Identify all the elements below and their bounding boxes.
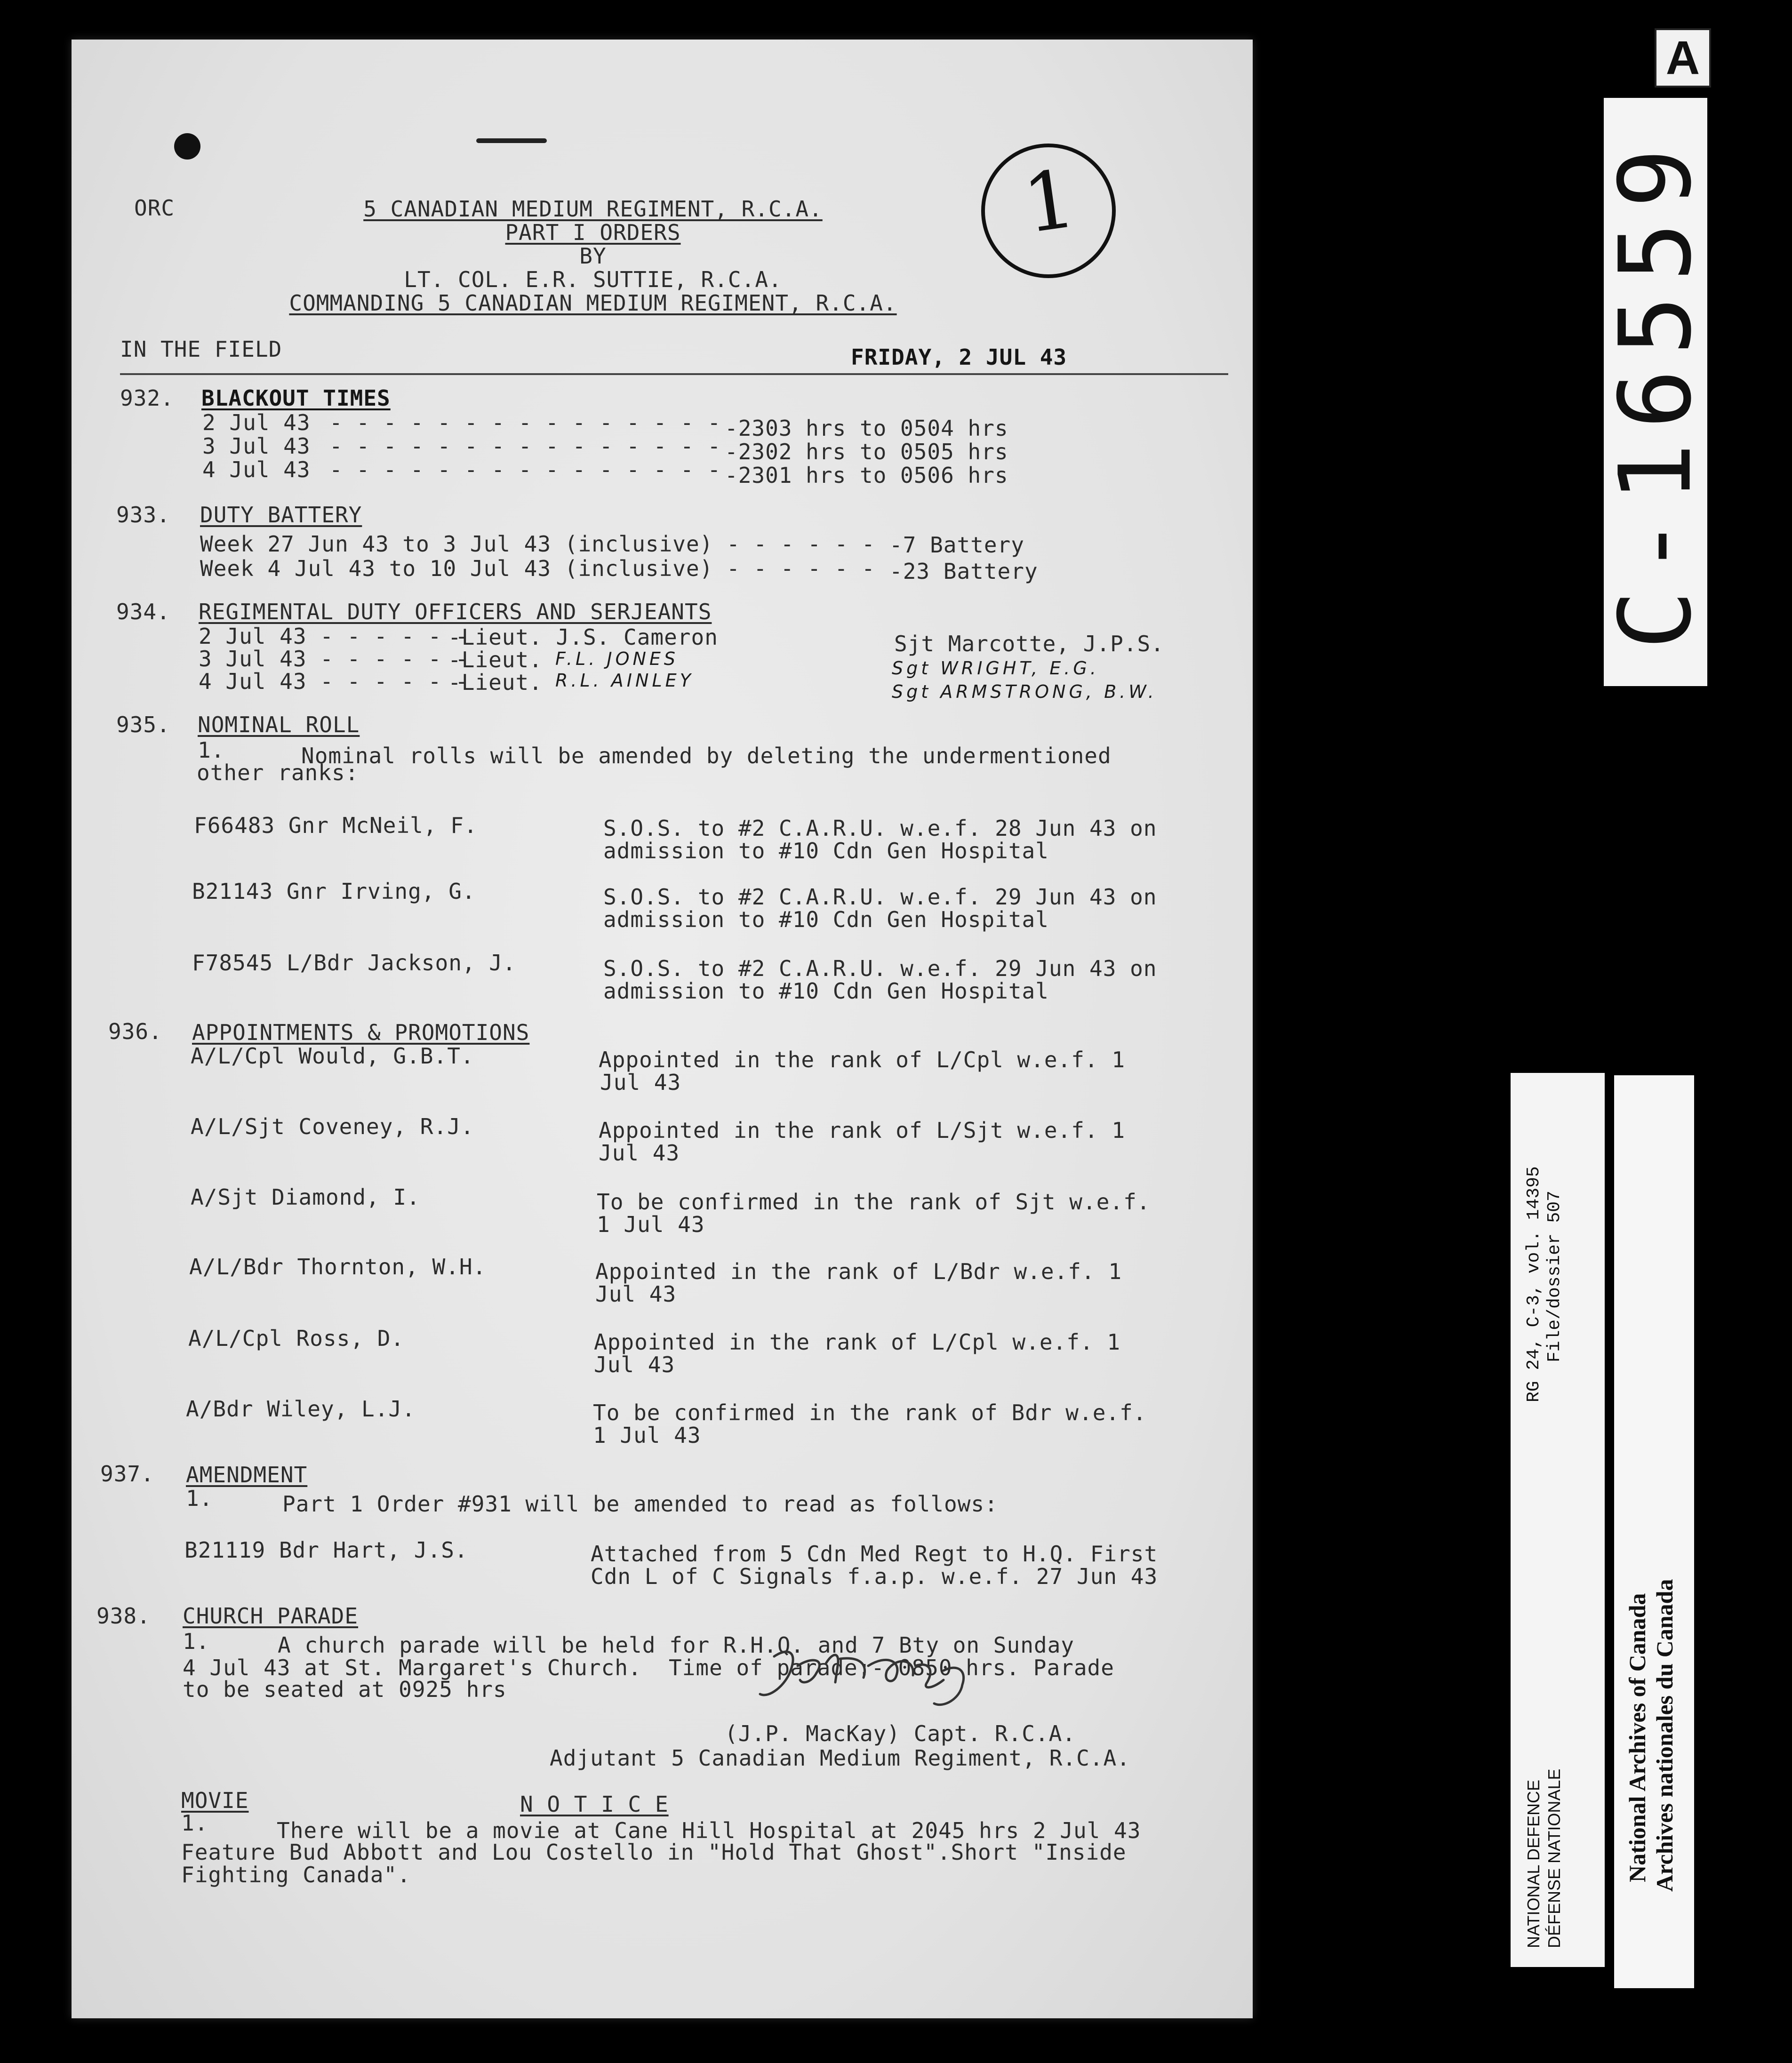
- soldier-name: F78545 L/Bdr Jackson, J.: [192, 950, 516, 976]
- reference-volume: RG 24, C-3, vol. 14395: [1524, 1166, 1544, 1402]
- stamp-divider: [1605, 1073, 1614, 1967]
- paragraph-text: There will be a movie at Cane Hill Hospital at 2045 hrs 2 Jul 43: [277, 1818, 1141, 1843]
- paragraph-number: 1.: [198, 737, 225, 763]
- soldier-name: A/L/Cpl Would, G.B.T.: [191, 1043, 474, 1069]
- blackout-date: 3 Jul 43: [202, 433, 311, 459]
- top-dash-mark: [476, 138, 547, 143]
- commanding-line: COMMANDING 5 CANADIAN MEDIUM REGIMENT, R.C.A.: [289, 290, 897, 316]
- paragraph-text: to be seated at 0925 hrs: [183, 1677, 507, 1702]
- archives-name-en: National Archives of Canada: [1624, 1593, 1650, 1882]
- section-number: 938.: [96, 1603, 151, 1629]
- paragraph-text: other ranks:: [197, 760, 359, 785]
- duty-date: 2 Jul 43 - - - - - -: [199, 624, 469, 649]
- handwritten-officer: R.L. AINLEY: [555, 670, 694, 691]
- entry-text: S.O.S. to #2 C.A.R.U. w.e.f. 28 Jun 43 on: [603, 816, 1157, 841]
- section-title: AMENDMENT: [186, 1462, 308, 1487]
- reel-letter: A: [1655, 28, 1711, 88]
- soldier-name: A/L/Sjt Coveney, R.J.: [191, 1114, 474, 1139]
- reel-number-box: [1598, 98, 1713, 686]
- duty-serjeant: Sjt Marcotte, J.P.S.: [894, 631, 1164, 656]
- paragraph-text: Fighting Canada".: [181, 1862, 411, 1887]
- commander-line: LT. COL. E.R. SUTTIE, R.C.A.: [404, 267, 782, 292]
- handwritten-officer: F.L. JONES: [555, 648, 679, 669]
- duty-battery: -23 Battery: [889, 559, 1038, 584]
- section-number: 934.: [116, 599, 170, 624]
- blackout-date: 4 Jul 43: [202, 457, 311, 482]
- leader-dashes: - - - - - - - - - - - - - - -: [329, 433, 721, 459]
- reel-stamp: [1598, 28, 1713, 692]
- section-title: REGIMENTAL DUTY OFFICERS AND SERJEANTS: [199, 599, 712, 624]
- entry-text: To be confirmed in the rank of Bdr w.e.f.: [593, 1400, 1147, 1425]
- entry-text: Jul 43: [594, 1352, 675, 1377]
- handwritten-signature: [746, 1638, 991, 1713]
- leader-dashes: - - - - - - - - - - - - - - -: [329, 457, 721, 482]
- handwritten-serjeant: Sgt WRIGHT, E.G.: [892, 658, 1099, 679]
- paragraph-number: 1.: [181, 1810, 208, 1836]
- duty-date: 3 Jul 43 - - - - - -: [199, 646, 469, 672]
- soldier-name: A/Sjt Diamond, I.: [191, 1184, 420, 1210]
- paragraph-text: A church parade will be held for R.H.Q. and 7 Bty on Sunday: [278, 1632, 1074, 1658]
- section-title: NOMINAL ROLL: [198, 712, 360, 737]
- duty-officer-prefix: -Lieut.: [448, 670, 543, 695]
- soldier-name: F66483 Gnr McNeil, F.: [194, 813, 478, 838]
- punch-hole: [174, 133, 200, 160]
- duty-week: Week 27 Jun 43 to 3 Jul 43 (inclusive) - - - - - -: [200, 531, 875, 557]
- soldier-name: A/Bdr Wiley, L.J.: [186, 1396, 416, 1422]
- entry-text: Cdn L of C Signals f.a.p. w.e.f. 27 Jun 43: [591, 1564, 1158, 1589]
- entry-text: Attached from 5 Cdn Med Regt to H.Q. First: [591, 1541, 1158, 1567]
- entry-text: S.O.S. to #2 C.A.R.U. w.e.f. 29 Jun 43 on: [603, 884, 1157, 910]
- duty-date: 4 Jul 43 - - - - - -: [199, 669, 469, 694]
- blackout-time: -2301 hrs to 0506 hrs: [725, 463, 1008, 488]
- entry-text: admission to #10 Cdn Gen Hospital: [603, 838, 1049, 864]
- entry-text: S.O.S. to #2 C.A.R.U. w.e.f. 29 Jun 43 on: [603, 956, 1157, 981]
- by-line: BY: [579, 243, 607, 269]
- entry-text: Appointed in the rank of L/Sjt w.e.f. 1: [599, 1118, 1126, 1143]
- department-en: NATIONAL DEFENCE: [1524, 1779, 1543, 1948]
- soldier-name: A/L/Bdr Thornton, W.H.: [189, 1254, 487, 1279]
- signatory-title: Adjutant 5 Canadian Medium Regiment, R.C.A.: [550, 1745, 1130, 1771]
- archive-stamp: [1511, 1073, 1699, 1986]
- paragraph-number: 1.: [186, 1486, 213, 1511]
- leader-dashes: - - - - - - - - - - - - - - -: [329, 410, 721, 435]
- section-number: 933.: [116, 502, 170, 528]
- location-text: IN THE FIELD: [120, 336, 282, 362]
- blackout-time: -2302 hrs to 0505 hrs: [725, 439, 1008, 464]
- soldier-name: B21119 Bdr Hart, J.S.: [184, 1537, 468, 1563]
- header-code: ORC: [134, 195, 175, 221]
- paragraph-text: Feature Bud Abbott and Lou Costello in "Hold That Ghost".Short "Inside: [181, 1839, 1127, 1865]
- blackout-date: 2 Jul 43: [202, 410, 311, 435]
- section-number: 932.: [120, 385, 174, 411]
- duty-officer: -Lieut. J.S. Cameron: [448, 624, 718, 650]
- entry-text: Appointed in the rank of L/Cpl w.e.f. 1: [599, 1047, 1126, 1072]
- paragraph-number: 1.: [183, 1629, 210, 1654]
- paragraph-text: Nominal rolls will be amended by deleting the undermentioned: [301, 743, 1112, 768]
- orders-title: PART I ORDERS: [505, 220, 681, 245]
- reference-file: File/dossier 507: [1544, 1191, 1565, 1362]
- file-number-mark: 1: [1017, 152, 1081, 252]
- entry-text: Jul 43: [595, 1281, 677, 1307]
- duty-officer-prefix: -Lieut.: [448, 647, 543, 672]
- reel-number: C-16559: [1598, 134, 1713, 650]
- section-number: 937.: [100, 1461, 154, 1487]
- entry-text: Appointed in the rank of L/Cpl w.e.f. 1: [594, 1329, 1121, 1355]
- soldier-name: B21143 Gnr Irving, G.: [192, 879, 476, 904]
- entry-text: 1 Jul 43: [597, 1212, 705, 1237]
- entry-text: 1 Jul 43: [593, 1423, 701, 1448]
- header-rule: [120, 373, 1228, 375]
- paragraph-text: Part 1 Order #931 will be amended to read as follows:: [282, 1491, 998, 1517]
- duty-battery: -7 Battery: [889, 532, 1024, 558]
- section-title: APPOINTMENTS & PROMOTIONS: [192, 1020, 530, 1045]
- department-fr: DÉFENSE NATIONALE: [1544, 1768, 1564, 1948]
- duty-week: Week 4 Jul 43 to 10 Jul 43 (inclusive) - - - - - -: [200, 556, 875, 581]
- paragraph-text: 4 Jul 43 at St. Margaret's Church. Time of parade:- 0850 hrs. Parade: [183, 1655, 1114, 1680]
- section-title: CHURCH PARADE: [183, 1603, 359, 1629]
- notice-label: MOVIE: [181, 1788, 249, 1813]
- handwritten-serjeant: Sgt ARMSTRONG, B.W.: [892, 681, 1157, 702]
- entry-text: Jul 43: [599, 1140, 680, 1166]
- unit-title: 5 CANADIAN MEDIUM REGIMENT, R.C.A.: [363, 196, 823, 222]
- soldier-name: A/L/Cpl Ross, D.: [188, 1326, 405, 1351]
- signatory-name: (J.P. MacKay) Capt. R.C.A.: [725, 1721, 1076, 1746]
- entry-text: To be confirmed in the rank of Sjt w.e.f.: [597, 1189, 1151, 1215]
- section-number: 935.: [116, 712, 170, 737]
- section-number: 936.: [108, 1019, 162, 1044]
- entry-text: Jul 43: [600, 1070, 681, 1095]
- notice-title: N O T I C E: [520, 1791, 669, 1817]
- archives-name-fr: Archives nationales du Canada: [1651, 1579, 1678, 1892]
- entry-text: admission to #10 Cdn Gen Hospital: [603, 978, 1049, 1004]
- entry-text: Appointed in the rank of L/Bdr w.e.f. 1: [595, 1259, 1122, 1284]
- blackout-time: -2303 hrs to 0504 hrs: [725, 416, 1008, 441]
- order-date: FRIDAY, 2 JUL 43: [851, 344, 1067, 370]
- entry-text: admission to #10 Cdn Gen Hospital: [603, 907, 1049, 932]
- section-title: DUTY BATTERY: [200, 502, 362, 528]
- section-title: BLACKOUT TIMES: [201, 385, 391, 411]
